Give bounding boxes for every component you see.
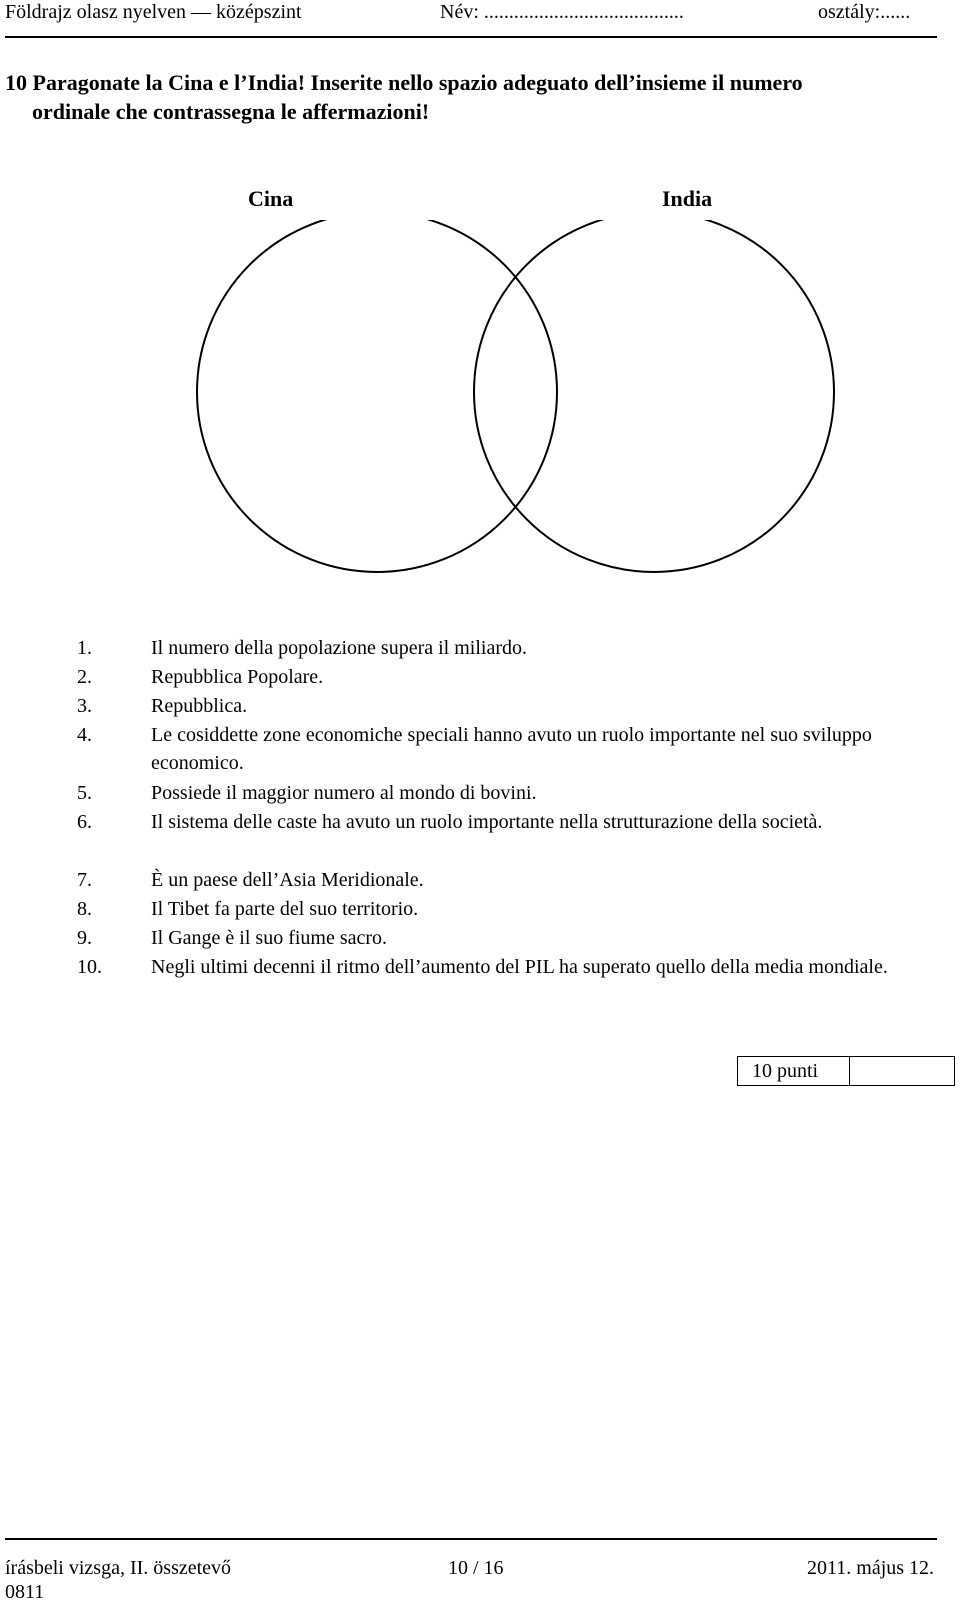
list-item-number: 7. [77,869,92,891]
question-text-line1: Paragonate la Cina e l’India! Inserite nello spazio adeguato dell’insieme il numero [32,70,803,95]
list-item-text: Le cosiddette zone economiche speciali hanno avuto un ruolo importante nel suo sviluppo economico. [151,724,872,774]
name-field: Név: ........................................ [440,1,684,23]
list-item-number: 5. [77,782,92,804]
list-item-number: 6. [77,811,92,833]
exam-date: 2011. május 12. [807,1557,935,1579]
score-label: 10 punti [738,1057,850,1085]
list-item-text: Il numero della popolazione supera il miliardo. [151,637,527,659]
list-item-text: Negli ultimi decenni il ritmo dell’aumento del PIL ha superato quello della media mondiale. [151,956,888,978]
page-number: 10 / 16 [448,1557,504,1579]
score-box [737,1056,955,1086]
list-item-number: 9. [77,927,92,949]
exam-code: 0811 [5,1581,45,1603]
list-item-text: Il sistema delle caste ha avuto un ruolo importante nella strutturazione della società. [151,811,823,833]
question-text-line2: ordinale che contrassegna le affermazioni! [32,99,430,124]
list-item-number: 2. [77,666,92,688]
list-item-text: Il Tibet fa parte del suo territorio. [151,898,419,920]
venn-label-india: India [662,186,713,211]
venn-label-cina: Cina [248,186,294,211]
list-item-number: 1. [77,637,92,659]
list-item-number: 4. [77,724,92,746]
venn-circle-india [474,220,834,572]
list-item-number: 10. [77,956,102,978]
header-rule [5,36,937,38]
venn-circle-cina [197,220,557,572]
question-title [5,68,935,126]
list-item-text: Possiede il maggior numero al mondo di bovini. [151,782,537,804]
score-entry-field[interactable] [850,1057,954,1085]
question-number: 10 [5,70,27,95]
list-item-text: Repubblica Popolare. [151,666,324,688]
list-item-text: È un paese dell’Asia Meridionale. [151,869,424,891]
footer-rule [5,1538,937,1540]
venn-diagram [180,220,850,580]
exam-subject: Földrajz olasz nyelven — középszint [5,1,302,23]
list-item-number: 8. [77,898,92,920]
list-item-text: Repubblica. [151,695,248,717]
class-field: osztály:...... [818,1,911,23]
footer-exam-part: írásbeli vizsga, II. összetevő [5,1557,232,1579]
list-item-text: Il Gange è il suo fiume sacro. [151,927,388,949]
list-item-number: 3. [77,695,92,717]
